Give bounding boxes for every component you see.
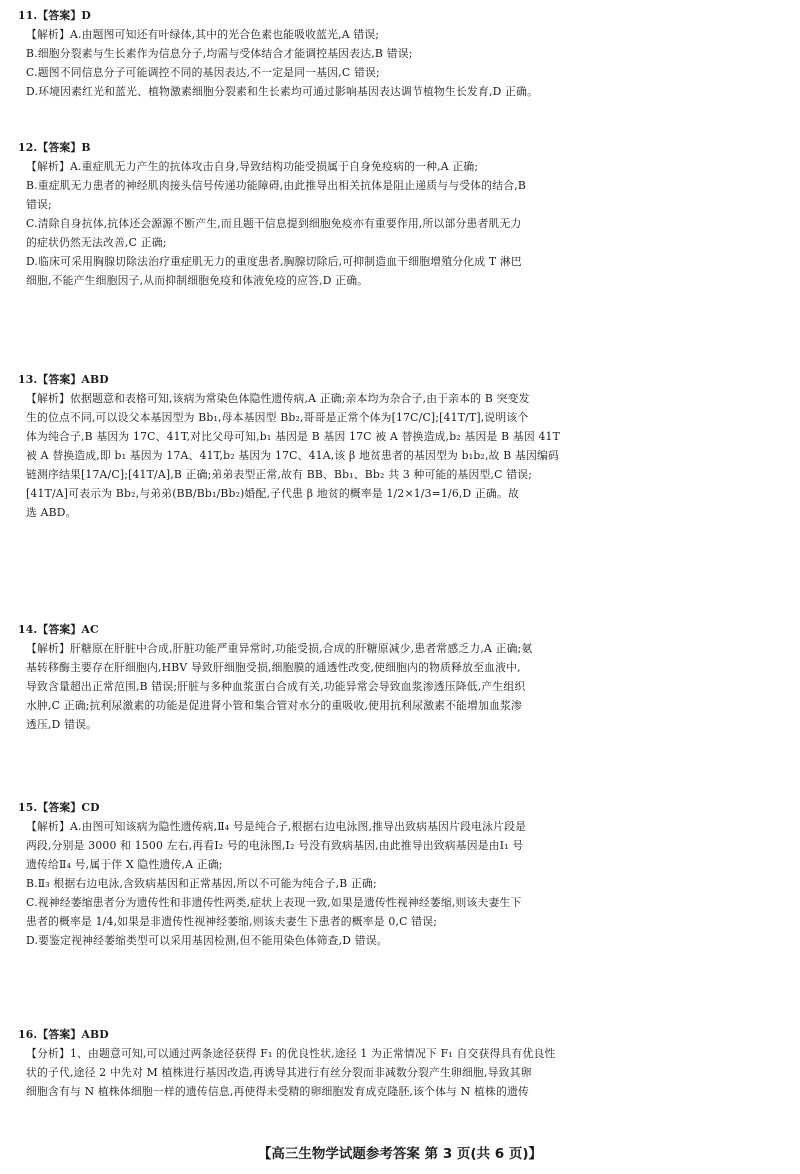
question-11-line: 【解析】A.由题图可知还有叶绿体,其中的光合色素也能吸收蓝光,A 错误; xyxy=(26,28,380,41)
question-12-line: 【解析】A.重症肌无力产生的抗体攻击自身,导致结构功能受损属于自身免疫病的一种,A 正确; xyxy=(26,160,479,173)
question-13-line: 体为纯合子,B 基因为 17C、41T,对比父母可知,b₁ 基因是 B 基因 17C 被 A 替换造成,b₂ 基因是 B 基因 41T xyxy=(26,430,561,443)
question-12-line: 的症状仍然无法改善,C 正确; xyxy=(26,236,167,249)
question-15-line: B.Ⅱ₃ 根据右边电泳,含致病基因和正常基因,所以不可能为纯合子,B 正确; xyxy=(26,877,377,890)
question-12-answer: 12.【答案】B xyxy=(18,141,91,154)
question-13-answer: 13.【答案】ABD xyxy=(18,373,109,386)
question-13-line: 生的位点不同,可以设父本基因型为 Bb₁,母本基因型 Bb₂,哥哥是正常个体为[17C/C];[41T/T],说明该个 xyxy=(26,411,529,424)
question-14-line: 【解析】肝糖原在肝脏中合成,肝脏功能严重异常时,功能受损,合成的肝糖原减少,患者常感乏力,A 正确;氨 xyxy=(26,642,533,655)
question-16-line: 【分析】1、由题意可知,可以通过两条途径获得 F₁ 的优良性状,途径 1 为正常情况下 F₁ 自交获得具有优良性 xyxy=(26,1047,556,1060)
question-12-line: C.清除自身抗体,抗体还会源源不断产生,而且题干信息提到细胞免疫亦有重要作用,所以部分患者肌无力 xyxy=(26,217,522,230)
question-16-line: 状的子代,途径 2 中先对 M 植株进行基因改造,再诱导其进行有丝分裂而非减数分裂产生卵细胞,导致其卵 xyxy=(26,1066,532,1079)
question-12 xyxy=(18,138,784,290)
page-footer: 【高三生物学试题参考答案 第 3 页(共 6 页)】 xyxy=(257,1146,543,1162)
question-16 xyxy=(18,1025,784,1101)
question-15-answer: 15.【答案】CD xyxy=(18,801,100,814)
question-15-line: 患者的概率是 1/4,如果是非遗传性视神经萎缩,则该夫妻生下患者的概率是 0,C 错误; xyxy=(26,915,438,928)
question-13-line: 被 A 替换造成,即 b₁ 基因为 17A、41T,b₂ 基因为 17C、41A,该 β 地贫患者的基因型为 b₁b₂,故 B 基因编码 xyxy=(26,449,559,462)
question-11-line: C.题图不同信息分子可能调控不同的基因表达,不一定是同一基因,C 错误; xyxy=(26,66,380,79)
question-15-line: 遗传给Ⅱ₄ 号,属于伴 X 隐性遗传,A 正确; xyxy=(26,858,223,871)
question-12-line: 细胞,不能产生细胞因子,从而抑制细胞免疫和体液免疫的应答,D 正确。 xyxy=(26,274,369,287)
question-12-line: D.临床可采用胸腺切除法治疗重症肌无力的重度患者,胸腺切除后,可抑制造血干细胞增殖分化成 T 淋巴 xyxy=(26,255,522,268)
question-15-line: D.要鉴定视神经萎缩类型可以采用基因检测,但不能用染色体筛查,D 错误。 xyxy=(26,934,388,947)
question-11 xyxy=(18,6,784,101)
question-15-line: 【解析】A.由图可知该病为隐性遗传病,Ⅱ₄ 号是纯合子,根据右边电泳图,推导出致病基因片段电泳片段是 xyxy=(26,820,527,833)
question-15-line: 两段,分别是 3000 和 1500 左右,再看Ⅰ₂ 号的电泳图,Ⅰ₂ 号没有致病基因,由此推导出致病基因是由Ⅰ₁ 号 xyxy=(26,839,524,852)
question-12-line: B.重症肌无力患者的神经肌肉接头信号传递功能障碍,由此推导出相关抗体是阻止递质与与受体的结合,B xyxy=(26,179,527,192)
question-11-line: D.环境因素红光和蓝光、植物激素细胞分裂素和生长素均可通过影响基因表达调节植物生长发育,D 正确。 xyxy=(26,85,539,98)
question-14 xyxy=(18,620,784,734)
question-13-line: 链测序结果[17A/C];[41T/A],B 正确;弟弟表型正常,故有 BB、Bb₁、Bb₂ 共 3 种可能的基因型,C 错误; xyxy=(26,468,533,481)
question-14-line: 水肿,C 正确;抗利尿激素的功能是促进肾小管和集合管对水分的重吸收,使用抗利尿激素不能增加血浆渗 xyxy=(26,699,523,712)
question-14-answer: 14.【答案】AC xyxy=(18,623,99,636)
question-16-answer: 16.【答案】ABD xyxy=(18,1028,109,1041)
question-11-line: B.细胞分裂素与生长素作为信息分子,均需与受体结合才能调控基因表达,B 错误; xyxy=(26,47,413,60)
question-12-line: 错误; xyxy=(26,198,52,211)
question-14-line: 基转移酶主要存在肝细胞内,HBV 导致肝细胞受损,细胞膜的通透性改变,使细胞内的物质释放至血液中, xyxy=(26,661,521,674)
question-15-line: C.视神经萎缩患者分为遗传性和非遗传性两类,症状上表现一致,如果是遗传性视神经萎缩,则该夫妻生下 xyxy=(26,896,522,909)
question-13 xyxy=(18,370,784,522)
question-13-line: 选 ABD。 xyxy=(26,506,77,519)
question-14-line: 透压,D 错误。 xyxy=(26,718,98,731)
question-14-line: 导致含量超出正常范围,B 错误;肝脏与多种血浆蛋白合成有关,功能异常会导致血浆渗透压降低,产生组织 xyxy=(26,680,526,693)
question-13-line: 【解析】依据题意和表格可知,该病为常染色体隐性遗传病,A 正确;亲本均为杂合子,由于亲本的 B 突变发 xyxy=(26,392,530,405)
question-13-line: [41T/A]可表示为 Bb₂,与弟弟(BB/Bb₁/Bb₂)婚配,子代患 β 地贫的概率是 1/2×1/3=1/6,D 正确。故 xyxy=(26,487,519,500)
question-16-line: 细胞含有与 N 植株体细胞一样的遗传信息,再使得未受精的卵细胞发育成克隆胚,该个体与 N 植株的遗传 xyxy=(26,1085,529,1098)
question-11-answer: 11.【答案】D xyxy=(18,9,91,22)
question-15 xyxy=(18,798,784,950)
